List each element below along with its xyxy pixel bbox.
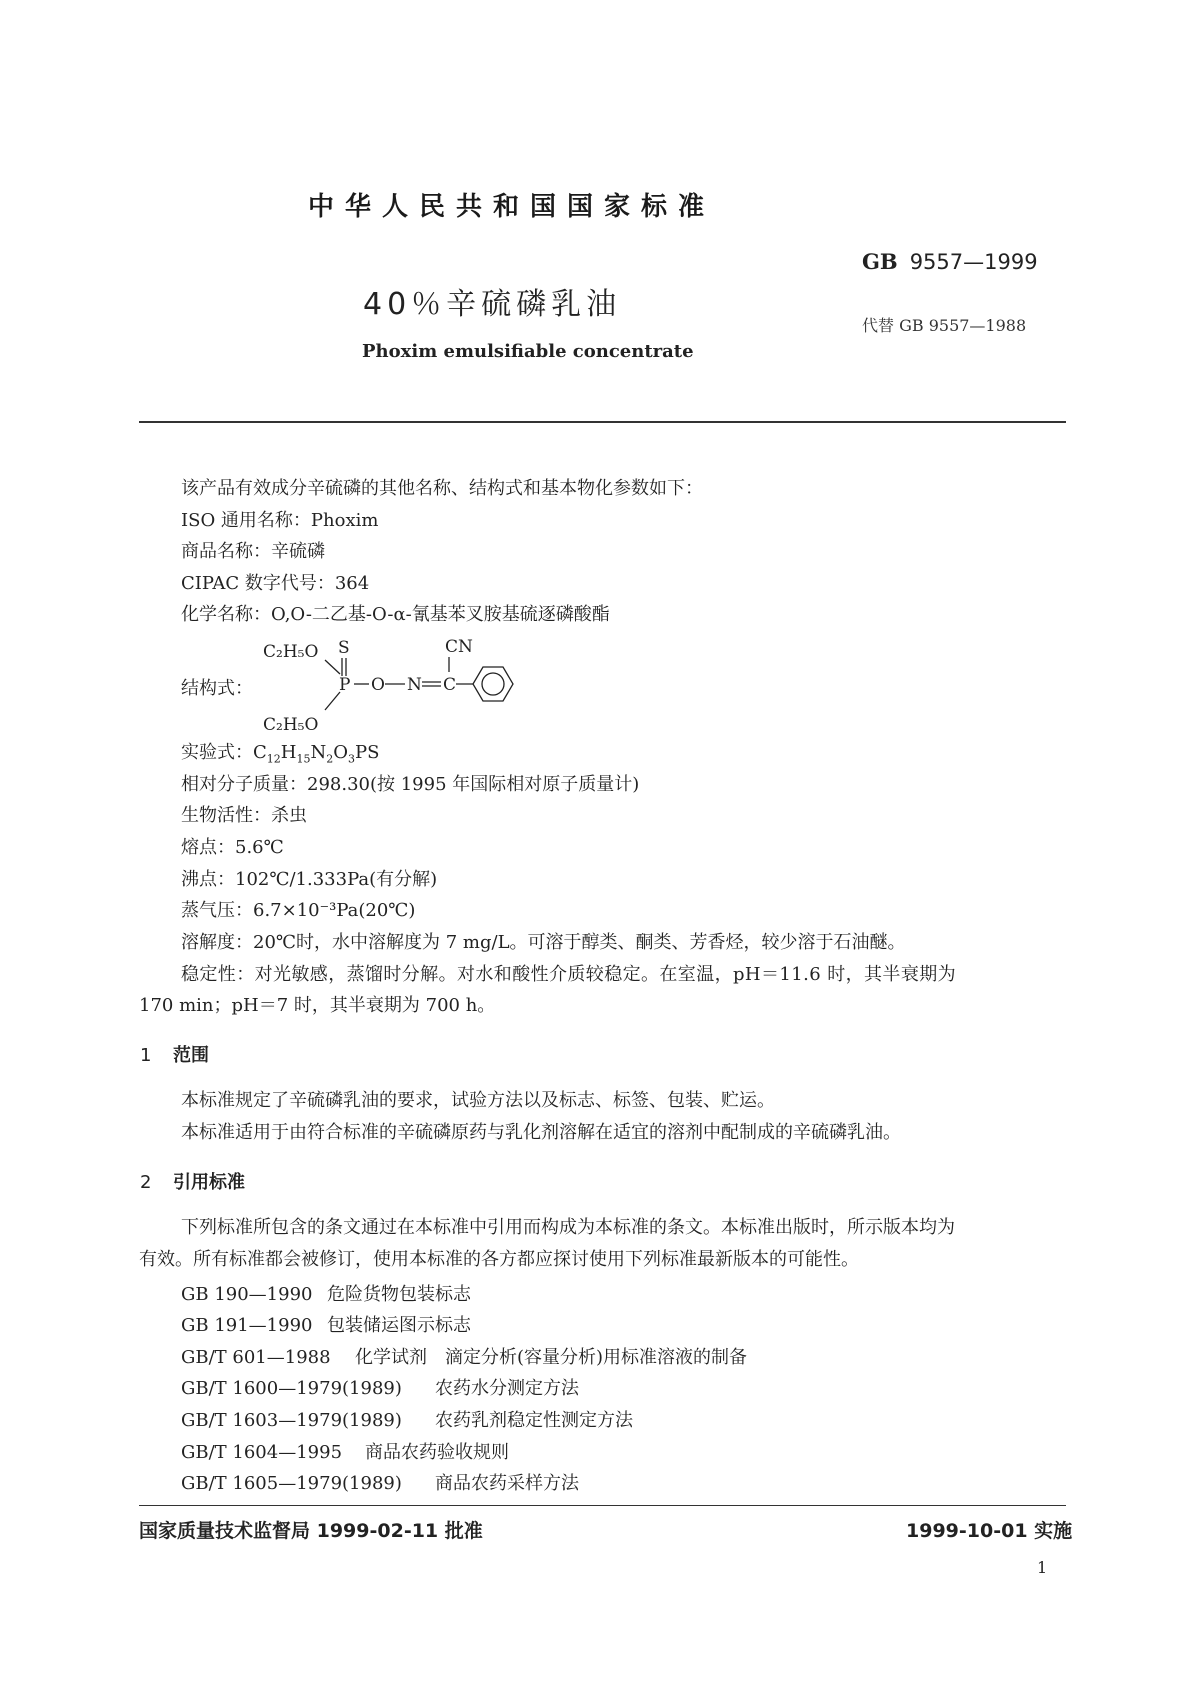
intro-line: 该产品有效成分辛硫磷的其他名称、结构式和基本物化参数如下：	[181, 478, 703, 499]
reference-item	[181, 1469, 579, 1495]
iso-common-name: ISO 通用名称：Phoxim	[181, 510, 379, 531]
bond-ethoxy-top	[325, 660, 340, 674]
formula-rest: PS	[355, 742, 380, 763]
reference-title: 商品农药验收规则	[365, 1442, 509, 1463]
carbon-label: C	[443, 675, 457, 695]
formula-n: N	[310, 742, 327, 763]
implementation-date: 1999-10-01 实施	[906, 1520, 1073, 1542]
section-1-title: 范围	[173, 1045, 209, 1066]
reference-item	[181, 1438, 509, 1464]
phenyl-ring	[473, 667, 513, 701]
section-2-title: 引用标准	[173, 1172, 245, 1193]
page-number: 1	[1037, 1558, 1048, 1577]
phosphorus-label: P	[339, 675, 351, 695]
reference-title: 危险货物包装标志	[327, 1284, 471, 1305]
boiling-point: 沸点：102℃/1.333Pa(有分解)	[181, 869, 438, 890]
formula-n-count: 2	[326, 752, 334, 766]
reference-code: GB/T 1600—1979(1989)	[181, 1378, 402, 1399]
vapor-pressure: 蒸气压：6.7×10⁻³Pa(20℃)	[181, 900, 416, 921]
trade-name: 商品名称：辛硫磷	[181, 541, 325, 562]
reference-code: GB/T 1604—1995	[181, 1442, 343, 1463]
cyano-label: CN	[445, 637, 473, 657]
structure-label: 结构式：	[181, 678, 253, 699]
reference-item	[181, 1311, 471, 1337]
molecular-weight: 相对分子质量：298.30(按 1995 年国际相对原子质量计)	[181, 774, 640, 795]
bioactivity: 生物活性：杀虫	[181, 805, 307, 826]
reference-item	[181, 1406, 633, 1432]
cipac-code: CIPAC 数字代号：364	[181, 573, 370, 594]
formula-h-count: 15	[296, 752, 311, 766]
standard-code-prefix: GB	[862, 249, 898, 274]
section-2-paragraph-line: 有效。所有标准都会被修订，使用本标准的各方都应探讨使用下列标准最新版本的可能性。	[139, 1249, 859, 1270]
reference-item	[181, 1374, 579, 1400]
header-divider	[139, 421, 1066, 423]
formula-c-count: 12	[266, 752, 281, 766]
reference-item	[181, 1343, 747, 1369]
nitrogen-label: N	[407, 675, 422, 695]
section-1-heading	[140, 1041, 209, 1067]
reference-title: 农药乳剂稳定性测定方法	[435, 1410, 633, 1431]
section-2-heading	[140, 1168, 245, 1194]
sulfur-label: S	[338, 638, 350, 658]
structural-formula	[255, 634, 545, 746]
section-1-paragraph: 本标准适用于由符合标准的辛硫磷原药与乳化剂溶解在适宜的溶剂中配制成的辛硫磷乳油。	[181, 1122, 901, 1143]
reference-title: 农药水分测定方法	[435, 1378, 579, 1399]
formula-o: O	[333, 742, 348, 763]
reference-code: GB/T 1603—1979(1989)	[181, 1410, 402, 1431]
ethoxy-bottom-label: C₂H₅O	[263, 715, 319, 735]
formula-c: C	[253, 742, 267, 763]
reference-title: 商品农药采样方法	[435, 1473, 579, 1494]
melting-point: 熔点：5.6℃	[181, 837, 284, 858]
oxygen-label: O	[371, 675, 385, 695]
ethoxy-top-label: C₂H₅O	[263, 642, 319, 662]
document-title: 40％辛硫磷乳油	[363, 287, 622, 322]
reference-title: 包装储运图示标志	[327, 1315, 471, 1336]
footer-divider	[139, 1505, 1066, 1506]
reference-title: 化学试剂 滴定分析(容量分析)用标准溶液的制备	[355, 1347, 748, 1368]
section-2-number: 2	[140, 1172, 152, 1193]
reference-code: GB/T 1605—1979(1989)	[181, 1473, 402, 1494]
formula-h: H	[280, 742, 297, 763]
document-subtitle-english: Phoxim emulsifiable concentrate	[362, 341, 694, 362]
stability-line-2: 170 min；pH＝7 时，其半衰期为 700 h。	[139, 995, 496, 1016]
formula-label: 实验式：	[181, 742, 253, 763]
solubility: 溶解度：20℃时，水中溶解度为 7 mg/L。可溶于醇类、酮类、芳香烃，较少溶于石油醚。	[181, 932, 906, 953]
chemical-name: 化学名称：O,O-二乙基-O-α-氰基苯叉胺基硫逐磷酸酯	[181, 604, 610, 625]
phenyl-aromatic-circle	[482, 673, 504, 695]
reference-code: GB/T 601—1988	[181, 1347, 331, 1368]
formula-o-count: 3	[348, 752, 355, 766]
standard-code	[862, 249, 1038, 274]
reference-code: GB 191—1990	[181, 1315, 313, 1336]
section-2-paragraph-line: 下列标准所包含的条文通过在本标准中引用而构成为本标准的条文。本标准出版时，所示版本均为	[181, 1217, 955, 1238]
approval-statement: 国家质量技术监督局 1999-02-11 批准	[139, 1520, 483, 1542]
standard-code-number: 9557—1999	[909, 250, 1038, 274]
section-1-paragraph: 本标准规定了辛硫磷乳油的要求，试验方法以及标志、标签、包装、贮运。	[181, 1090, 775, 1111]
reference-item	[181, 1280, 471, 1306]
replaces-standard: 代替 GB 9557—1988	[862, 316, 1027, 335]
empirical-formula	[181, 741, 379, 772]
stability-line-1: 稳定性：对光敏感，蒸馏时分解。对水和酸性介质较稳定。在室温，pH＝11.6 时，其半衰期为	[181, 964, 957, 985]
bond-ethoxy-bottom	[325, 692, 340, 710]
section-1-number: 1	[140, 1045, 152, 1066]
national-standard-heading: 中华人民共和国国家标准	[308, 192, 716, 222]
reference-code: GB 190—1990	[181, 1284, 313, 1305]
